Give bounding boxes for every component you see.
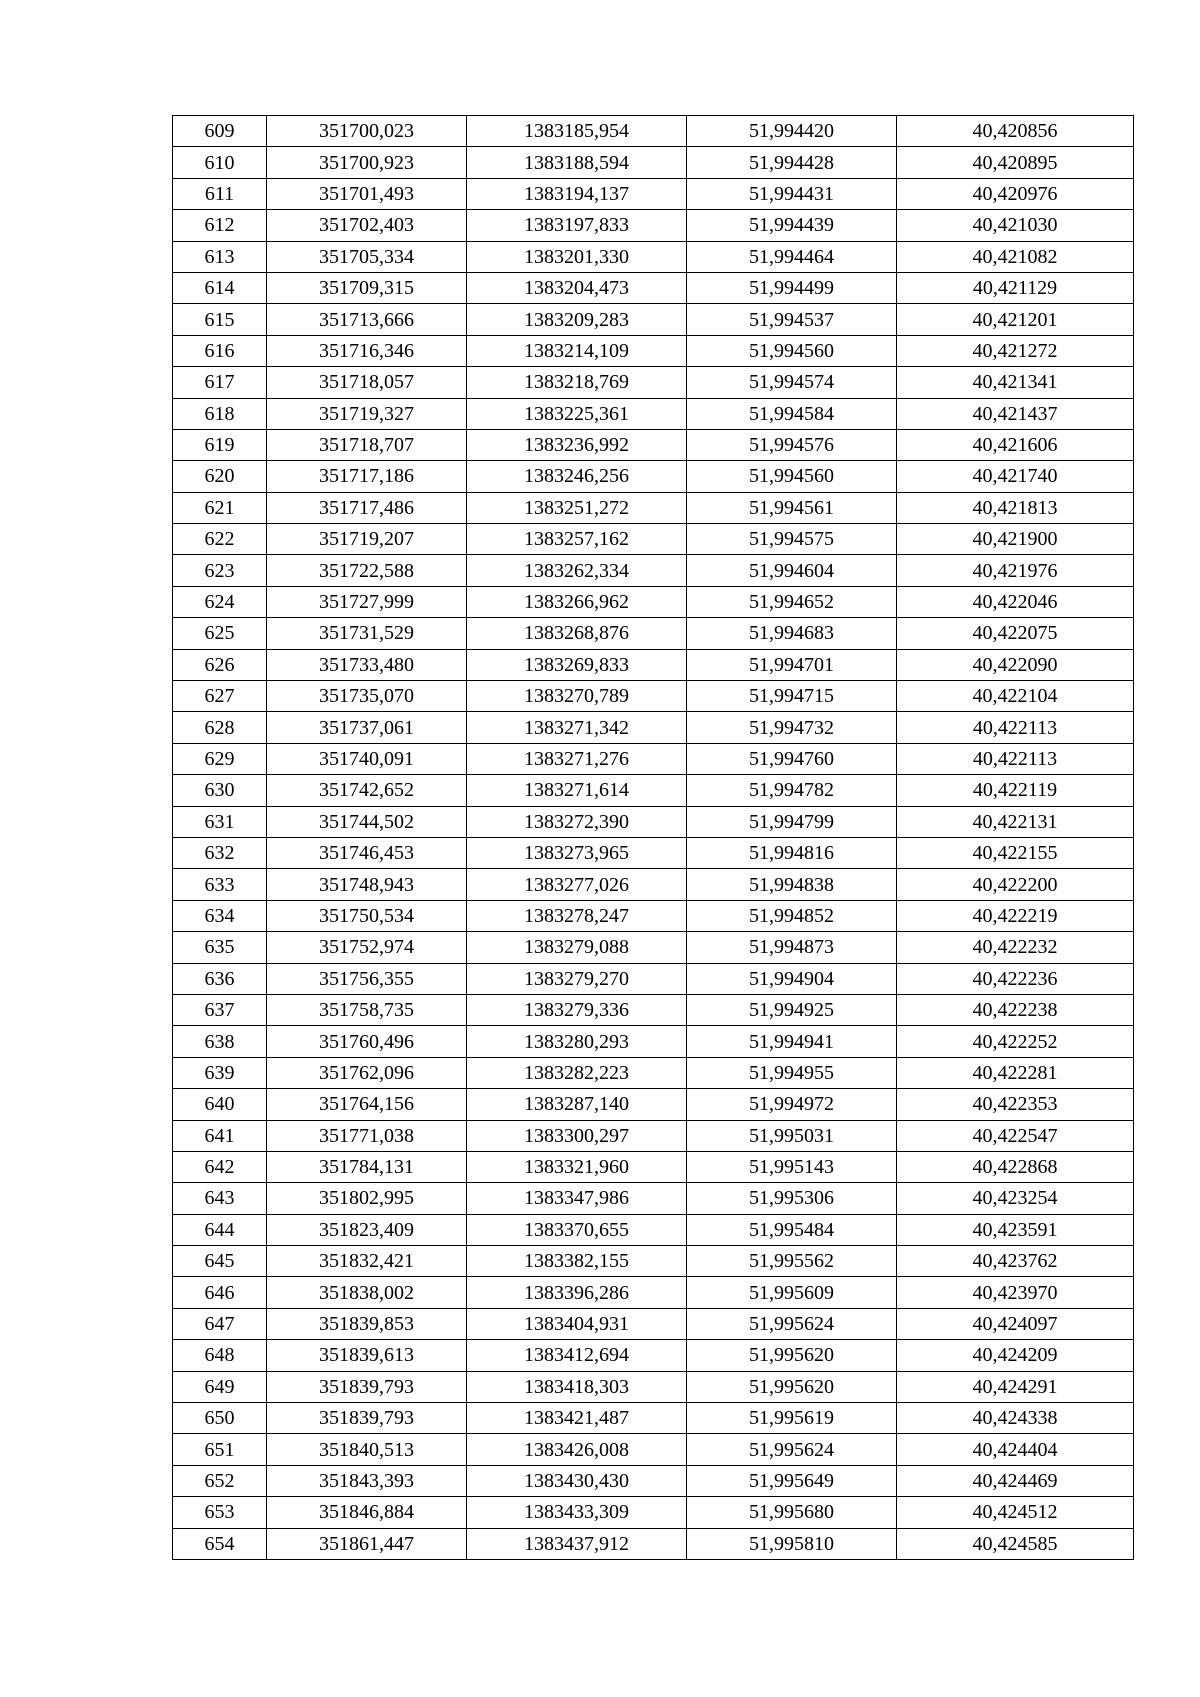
x-coordinate-cell: 351737,061 [267, 712, 467, 743]
coordinates-table-body [173, 116, 1134, 1560]
y-coordinate-cell: 1383270,789 [467, 681, 687, 712]
point-number-cell: 634 [173, 900, 267, 931]
y-coordinate-cell: 1383268,876 [467, 618, 687, 649]
longitude-cell: 40,422353 [897, 1089, 1134, 1120]
point-number-cell: 646 [173, 1277, 267, 1308]
point-number-cell: 640 [173, 1089, 267, 1120]
table-row [173, 900, 1134, 931]
x-coordinate-cell: 351735,070 [267, 681, 467, 712]
coordinates-table [172, 115, 1134, 1560]
table-row [173, 304, 1134, 335]
longitude-cell: 40,422252 [897, 1026, 1134, 1057]
latitude-cell: 51,994925 [687, 994, 897, 1025]
point-number-cell: 642 [173, 1151, 267, 1182]
x-coordinate-cell: 351718,707 [267, 429, 467, 460]
x-coordinate-cell: 351744,502 [267, 806, 467, 837]
point-number-cell: 643 [173, 1183, 267, 1214]
point-number-cell: 609 [173, 116, 267, 147]
point-number-cell: 653 [173, 1497, 267, 1528]
longitude-cell: 40,422075 [897, 618, 1134, 649]
latitude-cell: 51,994972 [687, 1089, 897, 1120]
longitude-cell: 40,421900 [897, 524, 1134, 555]
table-row [173, 241, 1134, 272]
longitude-cell: 40,421813 [897, 492, 1134, 523]
table-row [173, 1434, 1134, 1465]
latitude-cell: 51,994575 [687, 524, 897, 555]
table-row [173, 555, 1134, 586]
longitude-cell: 40,423970 [897, 1277, 1134, 1308]
longitude-cell: 40,421030 [897, 210, 1134, 241]
y-coordinate-cell: 1383209,283 [467, 304, 687, 335]
point-number-cell: 618 [173, 398, 267, 429]
point-number-cell: 612 [173, 210, 267, 241]
point-number-cell: 629 [173, 743, 267, 774]
latitude-cell: 51,994955 [687, 1057, 897, 1088]
y-coordinate-cell: 1383266,962 [467, 586, 687, 617]
latitude-cell: 51,994941 [687, 1026, 897, 1057]
y-coordinate-cell: 1383412,694 [467, 1340, 687, 1371]
longitude-cell: 40,422200 [897, 869, 1134, 900]
y-coordinate-cell: 1383277,026 [467, 869, 687, 900]
x-coordinate-cell: 351700,023 [267, 116, 467, 147]
point-number-cell: 621 [173, 492, 267, 523]
table-row [173, 1308, 1134, 1339]
longitude-cell: 40,424404 [897, 1434, 1134, 1465]
table-row [173, 806, 1134, 837]
x-coordinate-cell: 351746,453 [267, 837, 467, 868]
x-coordinate-cell: 351832,421 [267, 1246, 467, 1277]
x-coordinate-cell: 351716,346 [267, 335, 467, 366]
table-row [173, 1057, 1134, 1088]
latitude-cell: 51,994852 [687, 900, 897, 931]
table-row [173, 1277, 1134, 1308]
table-row [173, 775, 1134, 806]
latitude-cell: 51,995649 [687, 1465, 897, 1496]
table-row [173, 1026, 1134, 1057]
table-row [173, 1497, 1134, 1528]
point-number-cell: 632 [173, 837, 267, 868]
table-row [173, 1120, 1134, 1151]
point-number-cell: 615 [173, 304, 267, 335]
point-number-cell: 633 [173, 869, 267, 900]
table-row [173, 932, 1134, 963]
point-number-cell: 644 [173, 1214, 267, 1245]
y-coordinate-cell: 1383273,965 [467, 837, 687, 868]
longitude-cell: 40,422219 [897, 900, 1134, 931]
latitude-cell: 51,995619 [687, 1403, 897, 1434]
x-coordinate-cell: 351843,393 [267, 1465, 467, 1496]
point-number-cell: 647 [173, 1308, 267, 1339]
latitude-cell: 51,994431 [687, 178, 897, 209]
y-coordinate-cell: 1383300,297 [467, 1120, 687, 1151]
y-coordinate-cell: 1383279,270 [467, 963, 687, 994]
table-row [173, 492, 1134, 523]
y-coordinate-cell: 1383214,109 [467, 335, 687, 366]
point-number-cell: 611 [173, 178, 267, 209]
longitude-cell: 40,424209 [897, 1340, 1134, 1371]
longitude-cell: 40,421129 [897, 272, 1134, 303]
x-coordinate-cell: 351756,355 [267, 963, 467, 994]
latitude-cell: 51,994816 [687, 837, 897, 868]
longitude-cell: 40,422113 [897, 712, 1134, 743]
y-coordinate-cell: 1383218,769 [467, 367, 687, 398]
longitude-cell: 40,422868 [897, 1151, 1134, 1182]
x-coordinate-cell: 351838,002 [267, 1277, 467, 1308]
y-coordinate-cell: 1383225,361 [467, 398, 687, 429]
y-coordinate-cell: 1383197,833 [467, 210, 687, 241]
table-row [173, 963, 1134, 994]
x-coordinate-cell: 351740,091 [267, 743, 467, 774]
x-coordinate-cell: 351839,793 [267, 1403, 467, 1434]
x-coordinate-cell: 351709,315 [267, 272, 467, 303]
x-coordinate-cell: 351700,923 [267, 147, 467, 178]
x-coordinate-cell: 351731,529 [267, 618, 467, 649]
y-coordinate-cell: 1383194,137 [467, 178, 687, 209]
table-row [173, 1371, 1134, 1402]
table-row [173, 837, 1134, 868]
latitude-cell: 51,994715 [687, 681, 897, 712]
table-row [173, 1340, 1134, 1371]
latitude-cell: 51,995680 [687, 1497, 897, 1528]
longitude-cell: 40,422113 [897, 743, 1134, 774]
point-number-cell: 626 [173, 649, 267, 680]
x-coordinate-cell: 351760,496 [267, 1026, 467, 1057]
point-number-cell: 628 [173, 712, 267, 743]
longitude-cell: 40,422232 [897, 932, 1134, 963]
point-number-cell: 616 [173, 335, 267, 366]
latitude-cell: 51,994732 [687, 712, 897, 743]
table-row [173, 524, 1134, 555]
x-coordinate-cell: 351839,853 [267, 1308, 467, 1339]
x-coordinate-cell: 351718,057 [267, 367, 467, 398]
table-row [173, 429, 1134, 460]
point-number-cell: 637 [173, 994, 267, 1025]
y-coordinate-cell: 1383370,655 [467, 1214, 687, 1245]
y-coordinate-cell: 1383257,162 [467, 524, 687, 555]
table-row [173, 1089, 1134, 1120]
y-coordinate-cell: 1383279,088 [467, 932, 687, 963]
x-coordinate-cell: 351771,038 [267, 1120, 467, 1151]
x-coordinate-cell: 351717,186 [267, 461, 467, 492]
latitude-cell: 51,994464 [687, 241, 897, 272]
point-number-cell: 636 [173, 963, 267, 994]
x-coordinate-cell: 351742,652 [267, 775, 467, 806]
y-coordinate-cell: 1383418,303 [467, 1371, 687, 1402]
table-row [173, 586, 1134, 617]
point-number-cell: 638 [173, 1026, 267, 1057]
x-coordinate-cell: 351762,096 [267, 1057, 467, 1088]
point-number-cell: 619 [173, 429, 267, 460]
y-coordinate-cell: 1383321,960 [467, 1151, 687, 1182]
longitude-cell: 40,422547 [897, 1120, 1134, 1151]
longitude-cell: 40,422238 [897, 994, 1134, 1025]
longitude-cell: 40,422090 [897, 649, 1134, 680]
table-row [173, 335, 1134, 366]
longitude-cell: 40,421082 [897, 241, 1134, 272]
table-row [173, 743, 1134, 774]
point-number-cell: 641 [173, 1120, 267, 1151]
longitude-cell: 40,424585 [897, 1528, 1134, 1559]
longitude-cell: 40,424097 [897, 1308, 1134, 1339]
latitude-cell: 51,995624 [687, 1434, 897, 1465]
table-row [173, 147, 1134, 178]
x-coordinate-cell: 351802,995 [267, 1183, 467, 1214]
point-number-cell: 631 [173, 806, 267, 837]
point-number-cell: 645 [173, 1246, 267, 1277]
x-coordinate-cell: 351748,943 [267, 869, 467, 900]
y-coordinate-cell: 1383236,992 [467, 429, 687, 460]
point-number-cell: 630 [173, 775, 267, 806]
y-coordinate-cell: 1383271,276 [467, 743, 687, 774]
latitude-cell: 51,994561 [687, 492, 897, 523]
longitude-cell: 40,424291 [897, 1371, 1134, 1402]
latitude-cell: 51,995306 [687, 1183, 897, 1214]
x-coordinate-cell: 351719,207 [267, 524, 467, 555]
latitude-cell: 51,995031 [687, 1120, 897, 1151]
table-row [173, 712, 1134, 743]
longitude-cell: 40,422236 [897, 963, 1134, 994]
longitude-cell: 40,422281 [897, 1057, 1134, 1088]
latitude-cell: 51,994560 [687, 335, 897, 366]
y-coordinate-cell: 1383269,833 [467, 649, 687, 680]
latitude-cell: 51,994873 [687, 932, 897, 963]
table-row [173, 618, 1134, 649]
x-coordinate-cell: 351727,999 [267, 586, 467, 617]
table-row [173, 649, 1134, 680]
latitude-cell: 51,994584 [687, 398, 897, 429]
x-coordinate-cell: 351701,493 [267, 178, 467, 209]
latitude-cell: 51,994604 [687, 555, 897, 586]
latitude-cell: 51,994439 [687, 210, 897, 241]
x-coordinate-cell: 351722,588 [267, 555, 467, 586]
y-coordinate-cell: 1383278,247 [467, 900, 687, 931]
table-row [173, 116, 1134, 147]
longitude-cell: 40,420976 [897, 178, 1134, 209]
longitude-cell: 40,421341 [897, 367, 1134, 398]
longitude-cell: 40,422046 [897, 586, 1134, 617]
latitude-cell: 51,995562 [687, 1246, 897, 1277]
table-row [173, 1528, 1134, 1559]
latitude-cell: 51,995484 [687, 1214, 897, 1245]
x-coordinate-cell: 351758,735 [267, 994, 467, 1025]
latitude-cell: 51,995624 [687, 1308, 897, 1339]
point-number-cell: 614 [173, 272, 267, 303]
y-coordinate-cell: 1383271,614 [467, 775, 687, 806]
y-coordinate-cell: 1383262,334 [467, 555, 687, 586]
y-coordinate-cell: 1383430,430 [467, 1465, 687, 1496]
latitude-cell: 51,994782 [687, 775, 897, 806]
longitude-cell: 40,423762 [897, 1246, 1134, 1277]
latitude-cell: 51,994420 [687, 116, 897, 147]
x-coordinate-cell: 351840,513 [267, 1434, 467, 1465]
latitude-cell: 51,995609 [687, 1277, 897, 1308]
point-number-cell: 624 [173, 586, 267, 617]
x-coordinate-cell: 351839,613 [267, 1340, 467, 1371]
latitude-cell: 51,994576 [687, 429, 897, 460]
longitude-cell: 40,424512 [897, 1497, 1134, 1528]
table-row [173, 994, 1134, 1025]
y-coordinate-cell: 1383246,256 [467, 461, 687, 492]
point-number-cell: 625 [173, 618, 267, 649]
latitude-cell: 51,994560 [687, 461, 897, 492]
point-number-cell: 622 [173, 524, 267, 555]
point-number-cell: 649 [173, 1371, 267, 1402]
x-coordinate-cell: 351705,334 [267, 241, 467, 272]
y-coordinate-cell: 1383382,155 [467, 1246, 687, 1277]
latitude-cell: 51,994701 [687, 649, 897, 680]
latitude-cell: 51,994760 [687, 743, 897, 774]
y-coordinate-cell: 1383272,390 [467, 806, 687, 837]
point-number-cell: 617 [173, 367, 267, 398]
longitude-cell: 40,424469 [897, 1465, 1134, 1496]
point-number-cell: 627 [173, 681, 267, 712]
latitude-cell: 51,995143 [687, 1151, 897, 1182]
x-coordinate-cell: 351752,974 [267, 932, 467, 963]
table-row [173, 1403, 1134, 1434]
longitude-cell: 40,421976 [897, 555, 1134, 586]
latitude-cell: 51,994574 [687, 367, 897, 398]
longitude-cell: 40,421272 [897, 335, 1134, 366]
y-coordinate-cell: 1383279,336 [467, 994, 687, 1025]
y-coordinate-cell: 1383188,594 [467, 147, 687, 178]
point-number-cell: 650 [173, 1403, 267, 1434]
y-coordinate-cell: 1383426,008 [467, 1434, 687, 1465]
point-number-cell: 652 [173, 1465, 267, 1496]
table-row [173, 1151, 1134, 1182]
table-row [173, 367, 1134, 398]
point-number-cell: 613 [173, 241, 267, 272]
x-coordinate-cell: 351839,793 [267, 1371, 467, 1402]
latitude-cell: 51,994683 [687, 618, 897, 649]
x-coordinate-cell: 351750,534 [267, 900, 467, 931]
latitude-cell: 51,994904 [687, 963, 897, 994]
y-coordinate-cell: 1383251,272 [467, 492, 687, 523]
table-row [173, 681, 1134, 712]
table-row [173, 1465, 1134, 1496]
longitude-cell: 40,423591 [897, 1214, 1134, 1245]
y-coordinate-cell: 1383280,293 [467, 1026, 687, 1057]
latitude-cell: 51,994838 [687, 869, 897, 900]
table-row [173, 210, 1134, 241]
table-row [173, 178, 1134, 209]
y-coordinate-cell: 1383201,330 [467, 241, 687, 272]
table-row [173, 461, 1134, 492]
latitude-cell: 51,995620 [687, 1340, 897, 1371]
y-coordinate-cell: 1383404,931 [467, 1308, 687, 1339]
table-row [173, 1246, 1134, 1277]
table-row [173, 1183, 1134, 1214]
x-coordinate-cell: 351717,486 [267, 492, 467, 523]
x-coordinate-cell: 351861,447 [267, 1528, 467, 1559]
longitude-cell: 40,422131 [897, 806, 1134, 837]
point-number-cell: 635 [173, 932, 267, 963]
longitude-cell: 40,424338 [897, 1403, 1134, 1434]
y-coordinate-cell: 1383437,912 [467, 1528, 687, 1559]
x-coordinate-cell: 351846,884 [267, 1497, 467, 1528]
latitude-cell: 51,994799 [687, 806, 897, 837]
y-coordinate-cell: 1383204,473 [467, 272, 687, 303]
longitude-cell: 40,421606 [897, 429, 1134, 460]
y-coordinate-cell: 1383347,986 [467, 1183, 687, 1214]
point-number-cell: 639 [173, 1057, 267, 1088]
longitude-cell: 40,422119 [897, 775, 1134, 806]
y-coordinate-cell: 1383396,286 [467, 1277, 687, 1308]
y-coordinate-cell: 1383185,954 [467, 116, 687, 147]
y-coordinate-cell: 1383271,342 [467, 712, 687, 743]
longitude-cell: 40,422155 [897, 837, 1134, 868]
latitude-cell: 51,994537 [687, 304, 897, 335]
latitude-cell: 51,994499 [687, 272, 897, 303]
point-number-cell: 620 [173, 461, 267, 492]
table-row [173, 398, 1134, 429]
point-number-cell: 610 [173, 147, 267, 178]
point-number-cell: 654 [173, 1528, 267, 1559]
y-coordinate-cell: 1383421,487 [467, 1403, 687, 1434]
longitude-cell: 40,421201 [897, 304, 1134, 335]
longitude-cell: 40,421437 [897, 398, 1134, 429]
x-coordinate-cell: 351702,403 [267, 210, 467, 241]
longitude-cell: 40,423254 [897, 1183, 1134, 1214]
x-coordinate-cell: 351733,480 [267, 649, 467, 680]
latitude-cell: 51,994652 [687, 586, 897, 617]
x-coordinate-cell: 351713,666 [267, 304, 467, 335]
latitude-cell: 51,995620 [687, 1371, 897, 1402]
point-number-cell: 623 [173, 555, 267, 586]
point-number-cell: 651 [173, 1434, 267, 1465]
point-number-cell: 648 [173, 1340, 267, 1371]
y-coordinate-cell: 1383287,140 [467, 1089, 687, 1120]
y-coordinate-cell: 1383282,223 [467, 1057, 687, 1088]
x-coordinate-cell: 351784,131 [267, 1151, 467, 1182]
y-coordinate-cell: 1383433,309 [467, 1497, 687, 1528]
longitude-cell: 40,420856 [897, 116, 1134, 147]
longitude-cell: 40,421740 [897, 461, 1134, 492]
latitude-cell: 51,994428 [687, 147, 897, 178]
table-row [173, 1214, 1134, 1245]
longitude-cell: 40,422104 [897, 681, 1134, 712]
table-row [173, 869, 1134, 900]
x-coordinate-cell: 351823,409 [267, 1214, 467, 1245]
x-coordinate-cell: 351719,327 [267, 398, 467, 429]
longitude-cell: 40,420895 [897, 147, 1134, 178]
latitude-cell: 51,995810 [687, 1528, 897, 1559]
x-coordinate-cell: 351764,156 [267, 1089, 467, 1120]
table-row [173, 272, 1134, 303]
